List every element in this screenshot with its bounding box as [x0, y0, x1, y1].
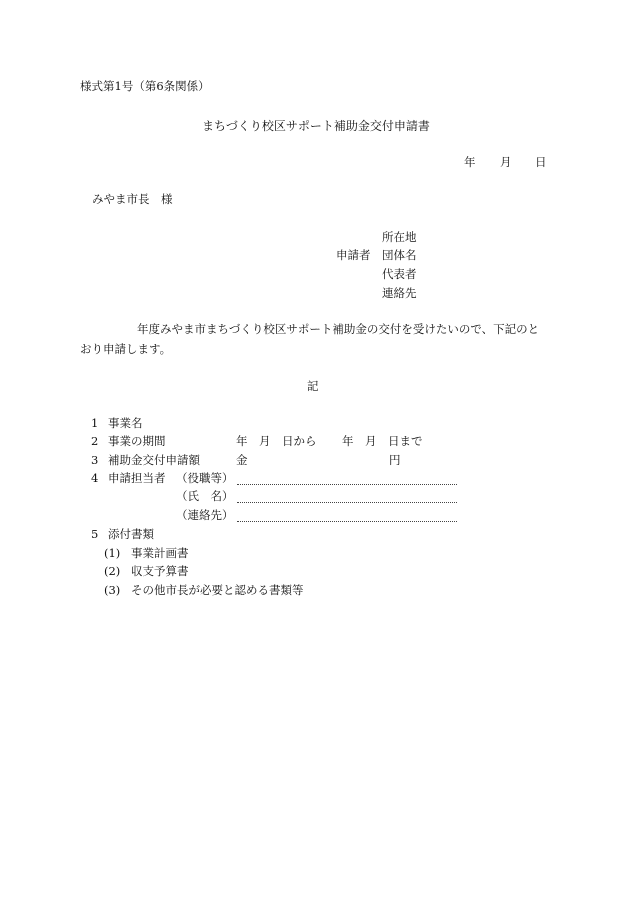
applicant-group-label: 団体名: [382, 248, 417, 262]
item-5-sub-2-number: (2): [104, 564, 121, 578]
item-2-number: 2: [91, 434, 99, 448]
applicant-representative-label: 代表者: [382, 267, 417, 281]
date-month: 月: [500, 155, 512, 169]
form-title: まちづくり校区サポート補助金交付申請書: [202, 119, 430, 133]
date-year: 年: [464, 155, 476, 169]
item-4-name-line: [237, 502, 457, 503]
ki-heading: 記: [307, 379, 319, 393]
item-5-sub-2-label: 収支予算書: [131, 564, 189, 578]
item-5-sub-1-number: (1): [104, 546, 121, 560]
item-3-number: 3: [91, 453, 99, 467]
item-4-contact-label: （連絡先）: [176, 508, 234, 522]
item-5-number: 5: [91, 527, 99, 541]
item-1-number: 1: [91, 416, 99, 430]
applicant-address-label: 所在地: [382, 230, 417, 244]
item-2-from-date: 年 月 日から: [236, 434, 317, 448]
item-4-name-label: （氏 名）: [176, 489, 234, 503]
form-number: 様式第1号（第6条関係）: [80, 79, 210, 93]
item-1-label: 事業名: [108, 416, 143, 430]
item-4-contact-line: [237, 521, 457, 522]
applicant-label: 申請者: [336, 248, 371, 262]
item-4-number: 4: [91, 471, 99, 485]
item-3-label: 補助金交付申請額: [108, 453, 200, 467]
item-4-position-label: （役職等）: [176, 471, 234, 485]
item-3-yen: 円: [389, 453, 401, 467]
addressee: みやま市長 様: [92, 192, 173, 206]
item-4-label: 申請担当者: [108, 471, 166, 485]
body-text-line1: 年度みやま市まちづくり校区サポート補助金の交付を受けたいので、下記のと: [137, 322, 540, 336]
body-text-line2: おり申請します。: [80, 342, 172, 356]
item-5-sub-1-label: 事業計画書: [131, 546, 189, 560]
applicant-contact-label: 連絡先: [382, 286, 417, 300]
item-5-sub-3-number: (3): [104, 583, 121, 597]
item-4-position-line: [237, 484, 457, 485]
item-5-label: 添付書類: [108, 527, 154, 541]
item-2-label: 事業の期間: [108, 434, 166, 448]
item-5-sub-3-label: その他市長が必要と認める書類等: [131, 583, 304, 597]
item-3-kin: 金: [236, 453, 248, 467]
date-day: 日: [535, 155, 547, 169]
item-2-to-date: 年 月 日まで: [342, 434, 423, 448]
